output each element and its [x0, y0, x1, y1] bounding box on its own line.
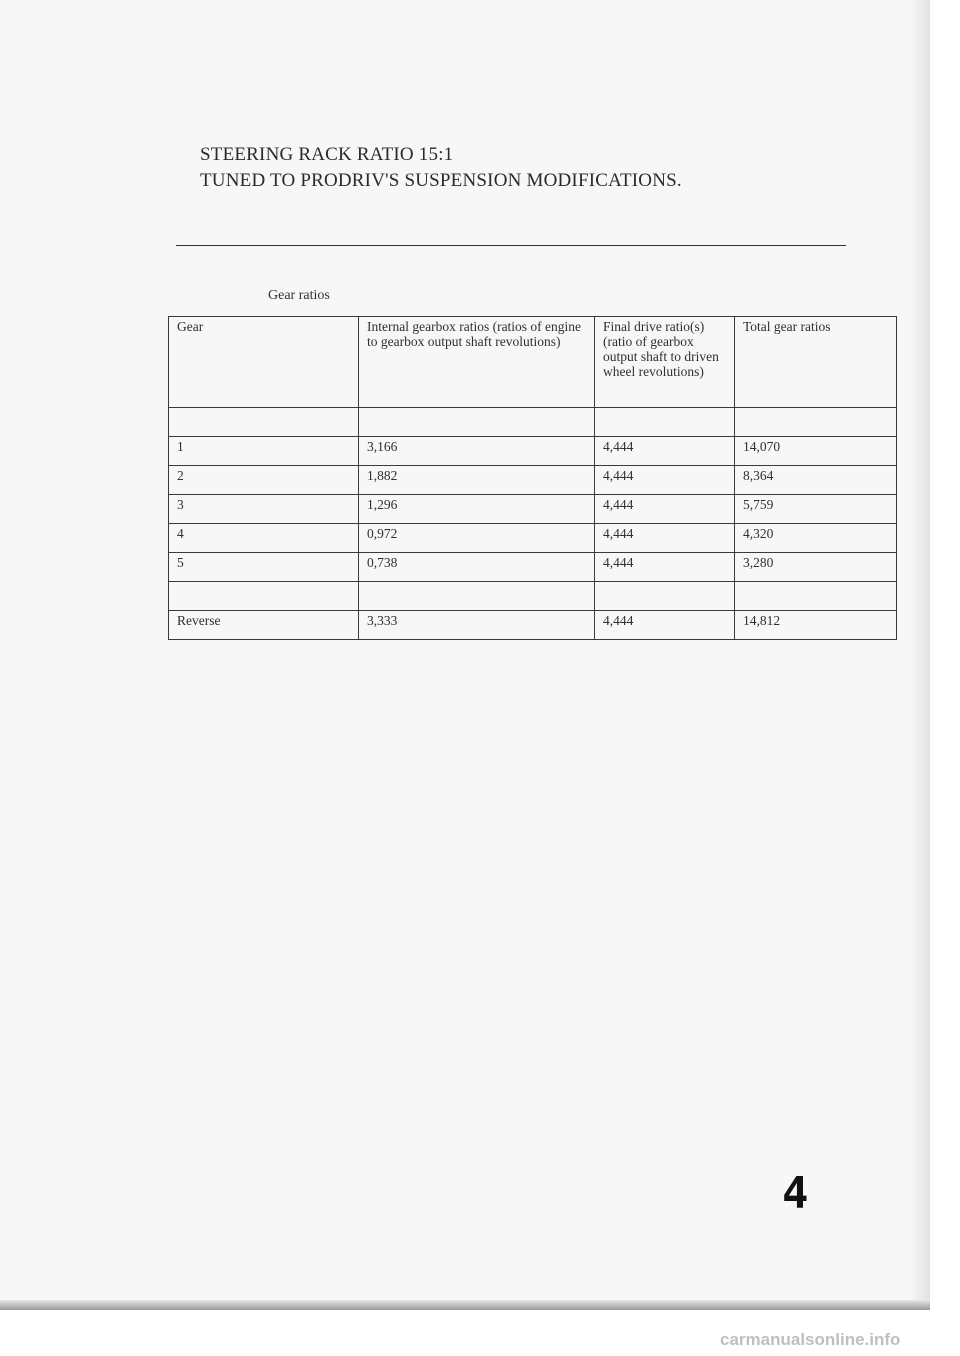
final-drive-cell: 4,444	[595, 553, 735, 582]
table-row	[169, 408, 897, 437]
table-row	[169, 611, 897, 640]
internal-ratio-cell: 3,166	[359, 437, 595, 466]
header-final-drive: Final drive ratio(s) (ratio of gearbox output shaft to driven wheel revolutions)	[595, 317, 735, 408]
final-drive-cell: 4,444	[595, 437, 735, 466]
internal-ratio-cell: 1,296	[359, 495, 595, 524]
gear-cell: 4	[169, 524, 359, 553]
page-number: 4	[782, 1168, 809, 1219]
gear-ratios-table	[168, 316, 897, 640]
final-drive-cell: 4,444	[595, 611, 735, 640]
section-heading	[200, 142, 682, 194]
heading-line-1: STEERING RACK RATIO 15:1	[200, 144, 454, 165]
table-row	[169, 524, 897, 553]
table-cell	[169, 582, 359, 611]
table-row	[169, 466, 897, 495]
internal-ratio-cell: 1,882	[359, 466, 595, 495]
header-internal-ratios: Internal gearbox ratios (ratios of engine to gearbox output shaft revolutions)	[359, 317, 595, 408]
final-drive-cell: 4,444	[595, 524, 735, 553]
page-shadow	[910, 0, 930, 1310]
table-header-row	[169, 317, 897, 408]
table-row	[169, 582, 897, 611]
table-caption: Gear ratios	[268, 288, 330, 303]
final-drive-cell: 4,444	[595, 466, 735, 495]
table-cell	[735, 582, 897, 611]
table-cell	[595, 582, 735, 611]
gear-cell: Reverse	[169, 611, 359, 640]
site-watermark: carmanualsonline.info	[720, 1330, 901, 1349]
gear-cell: 3	[169, 495, 359, 524]
internal-ratio-cell: 0,972	[359, 524, 595, 553]
final-drive-cell: 4,444	[595, 495, 735, 524]
table-cell	[359, 582, 595, 611]
internal-ratio-cell: 3,333	[359, 611, 595, 640]
total-ratio-cell: 5,759	[735, 495, 897, 524]
table-row	[169, 553, 897, 582]
internal-ratio-cell: 0,738	[359, 553, 595, 582]
gear-cell: 2	[169, 466, 359, 495]
total-ratio-cell: 14,812	[735, 611, 897, 640]
total-ratio-cell: 14,070	[735, 437, 897, 466]
gear-cell: 1	[169, 437, 359, 466]
total-ratio-cell: 3,280	[735, 553, 897, 582]
header-gear: Gear	[169, 317, 359, 408]
table-row	[169, 495, 897, 524]
table-cell	[735, 408, 897, 437]
total-ratio-cell: 4,320	[735, 524, 897, 553]
heading-line-2: TUNED TO PRODRIV'S SUSPENSION MODIFICATIONS.	[200, 170, 682, 191]
gear-cell: 5	[169, 553, 359, 582]
table-cell	[359, 408, 595, 437]
table-cell	[169, 408, 359, 437]
table-cell	[595, 408, 735, 437]
total-ratio-cell: 8,364	[735, 466, 897, 495]
page-bottom-edge	[0, 1300, 930, 1310]
table-row	[169, 437, 897, 466]
horizontal-divider	[176, 245, 846, 246]
header-total-ratios: Total gear ratios	[735, 317, 897, 408]
